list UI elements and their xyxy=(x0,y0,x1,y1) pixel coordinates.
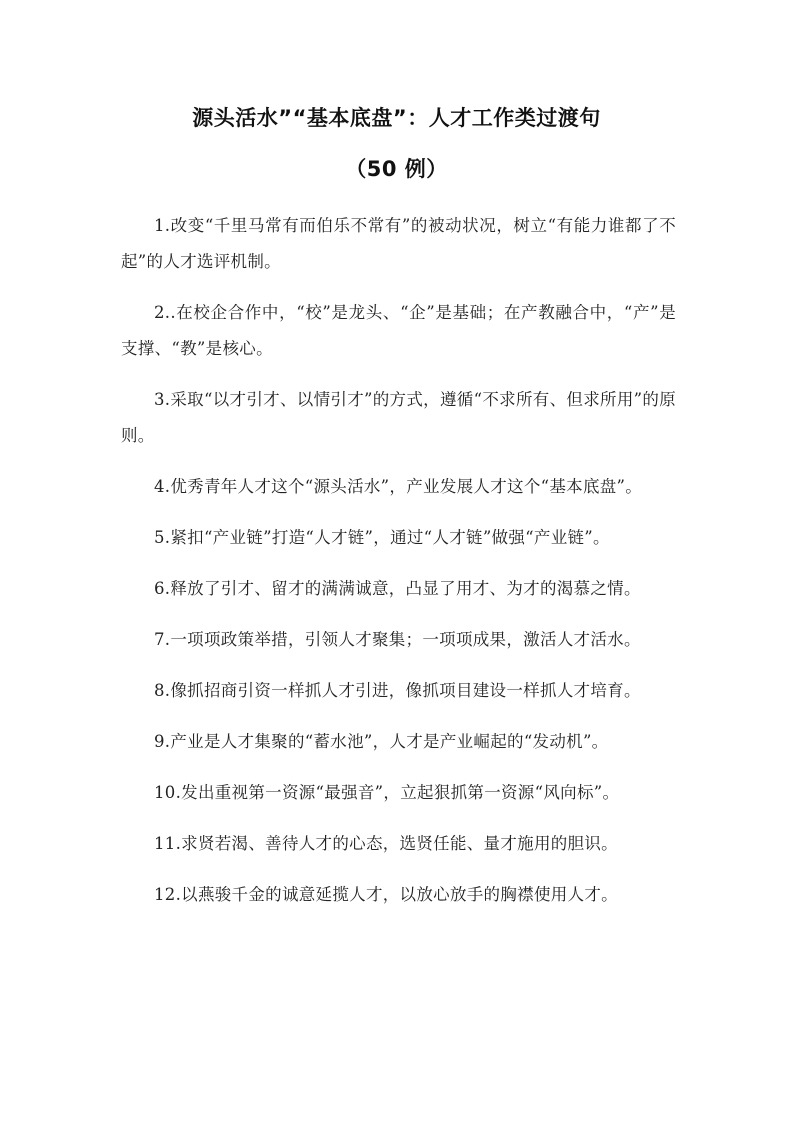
list-item-9: 9.产业是人才集聚的“蓄水池”，人才是产业崛起的“发动机”。 xyxy=(154,732,609,751)
list-item-4: 4.优秀青年人才这个“源头活水”，产业发展人才这个“基本底盘”。 xyxy=(154,477,643,496)
list-item-5: 5.紧扣“产业链”打造“人才链”，通过“人才链”做强“产业链”。 xyxy=(154,528,610,547)
list-item-11: 11.求贤若渴、善待人才的心态，选贤任能、量才施用的胆识。 xyxy=(154,834,618,853)
list-item-1: 1.改变“千里马常有而伯乐不常有”的被动状况，树立“有能力谁都了不起”的人才选评机制。 xyxy=(121,216,676,271)
list-item-3: 3.采取“以才引才、以情引才”的方式，遵循“不求所有、但求所用”的原则。 xyxy=(121,390,676,445)
list-item-6: 6.释放了引才、留才的满满诚意，凸显了用才、为才的渴慕之情。 xyxy=(154,579,641,598)
list-item-7: 7.一项项政策举措，引领人才聚集；一项项成果，激活人才活水。 xyxy=(154,630,641,649)
list-item-12: 12.以燕骏千金的诚意延揽人才，以放心放手的胸襟使用人才。 xyxy=(154,885,618,904)
document-body xyxy=(121,208,676,928)
document-subtitle: （50 例） xyxy=(345,157,448,181)
list-item-10: 10.发出重视第一资源“最强音”，立起狠抓第一资源“风向标”。 xyxy=(154,783,620,802)
list-item-8: 8.像抓招商引资一样抓人才引进，像抓项目建设一样抓人才培育。 xyxy=(154,681,641,700)
list-item-2: 2..在校企合作中，“校”是龙头、“企”是基础；在产教融合中，“产”是支撑、“教”是核心。 xyxy=(121,303,676,358)
document-title: 源头活水”“基本底盘”：人才工作类过渡句 xyxy=(192,106,601,130)
